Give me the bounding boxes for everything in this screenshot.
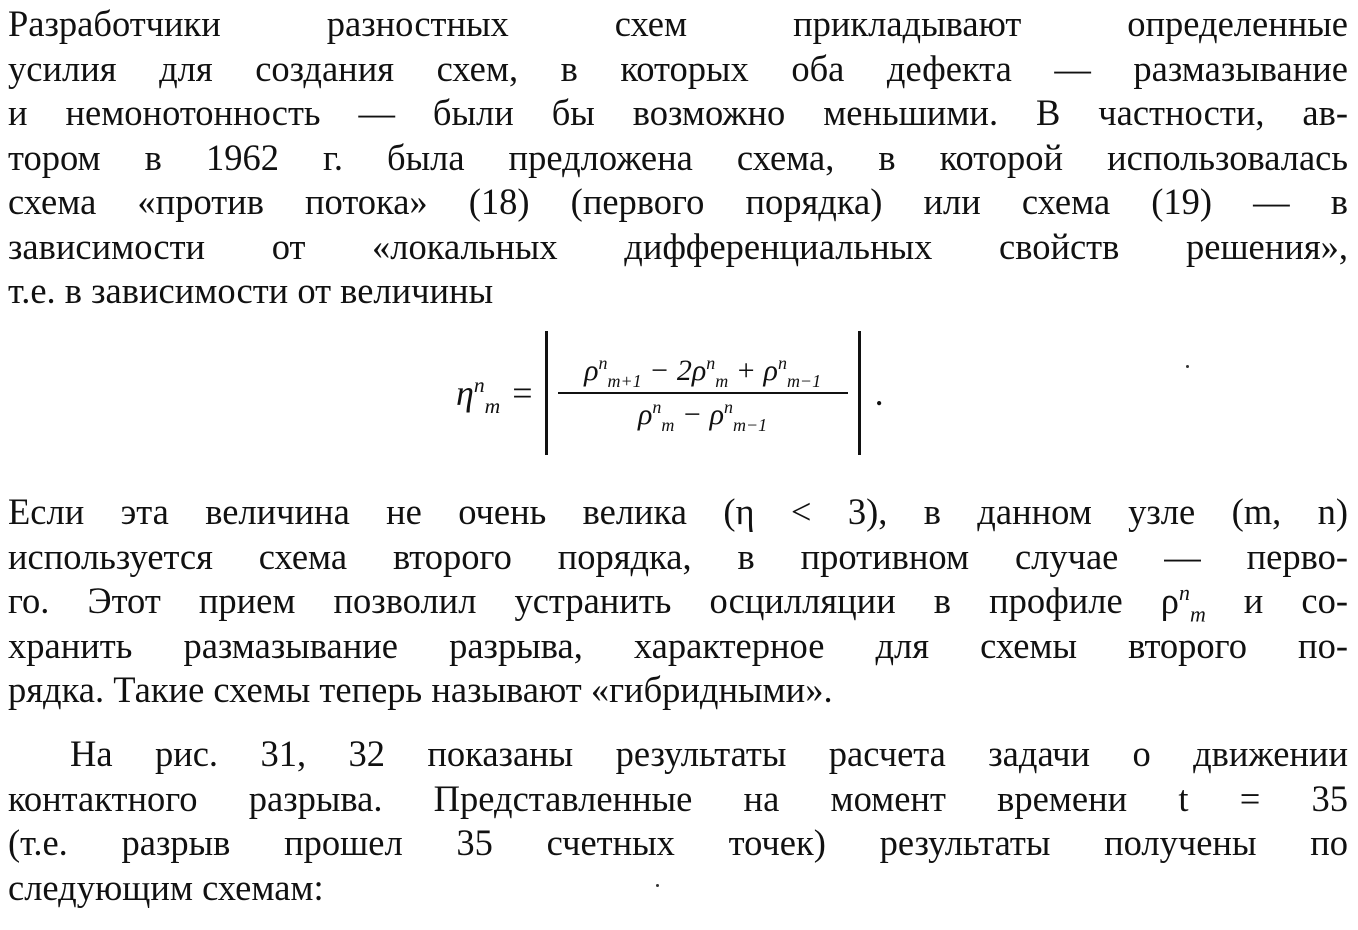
text-line: усилия для создания схем, в которых оба дефекта — размазывание: [8, 47, 1348, 89]
text-line: используется схема второго порядка, в противном случае — перво-: [8, 535, 1348, 577]
text-line: контактного разрыва. Представленные на момент времени t = 35: [8, 777, 1348, 819]
text-line: (т.е. разрыв прошел 35 счетных точек) результаты получены по: [8, 822, 1348, 863]
formula-period: .: [874, 373, 884, 413]
scan-speck: [656, 884, 659, 887]
text-line: рядка. Такие схемы теперь называют «гибридными».: [8, 669, 833, 710]
text-line: следующим схемам:: [8, 866, 324, 908]
abs-bar-right: [858, 331, 861, 455]
formula-eta: [456, 330, 884, 456]
formula-numerator: $\rho^n_{m+1} - 2\rho^n_m + \rho^n_{m-1}$: [584, 353, 822, 391]
formula-denominator: $\rho^n_m - \rho^n_{m-1}$: [637, 397, 768, 435]
text-line: го. Этот прием позволил устранить осцилляции в профиле $\rho^n_m$ и со-: [8, 579, 1348, 627]
paragraph-intro: [8, 2, 1348, 314]
paragraph-hybrid: [8, 490, 1348, 713]
paragraph-results: [8, 732, 1348, 910]
formula-lhs: $\eta^n_m$: [456, 373, 501, 419]
formula-equals: =: [512, 373, 533, 413]
text-line: т.е. в зависимости от величины: [8, 270, 494, 311]
text-line: хранить размазывание разрыва, характерное для схемы второго по-: [8, 624, 1348, 666]
text-line: схема «против потока» (18) (первого порядка) или схема (19) — в: [8, 181, 1348, 222]
text-line: зависимости от «локальных дифференциальных свойств решения»,: [8, 225, 1348, 267]
text-line: На рис. 31, 32 показаны результаты расчета задачи о движении: [70, 733, 1348, 774]
text-line: Если эта величина не очень велика (η < 3), в данном узле (m, n): [8, 491, 1348, 532]
text-line: и немонотонность — были бы возможно меньшими. В частности, ав-: [8, 92, 1348, 133]
scan-speck: [1186, 365, 1189, 368]
text-line: Разработчики разностных схем прикладывают определенные: [8, 3, 1348, 44]
formula-fraction: [548, 350, 858, 436]
text-line: тором в 1962 г. была предложена схема, в которой использовалась: [8, 136, 1348, 178]
